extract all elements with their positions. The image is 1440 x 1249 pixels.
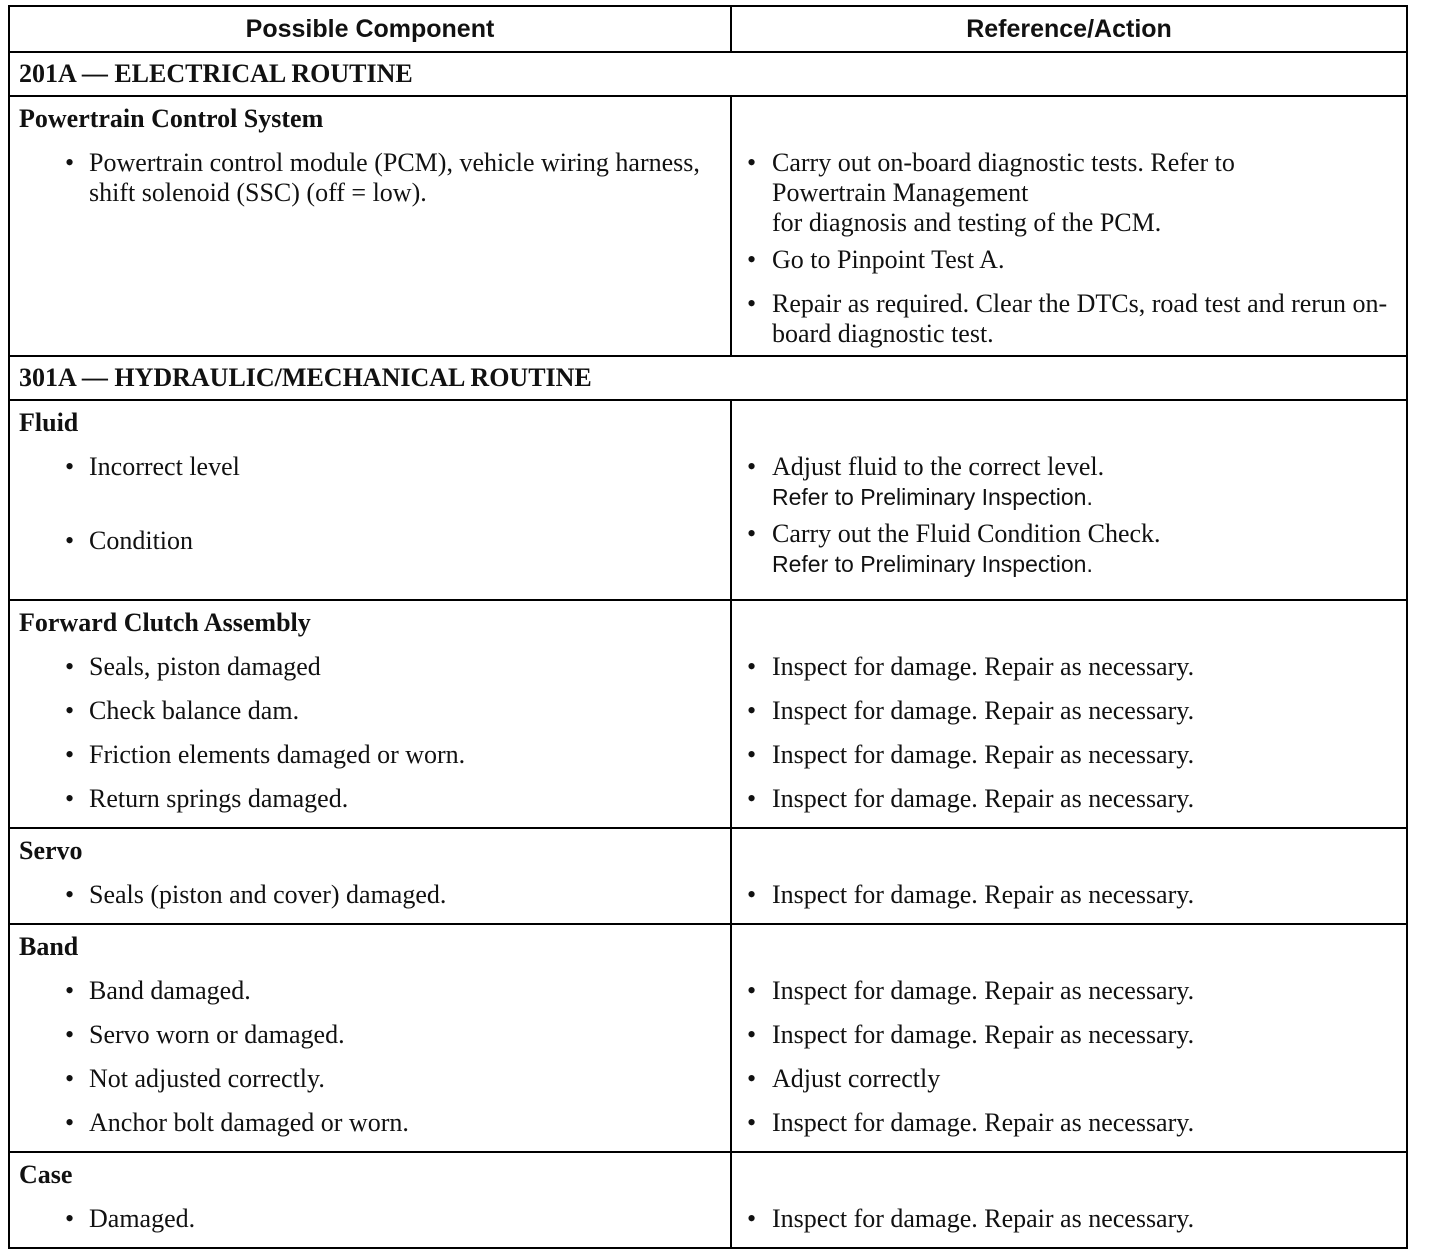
group-title: Band bbox=[19, 932, 79, 961]
action-cell bbox=[732, 829, 1406, 923]
table-body bbox=[10, 53, 1406, 1247]
action-line: Go to Pinpoint Test A. bbox=[772, 245, 1005, 274]
spacer bbox=[732, 925, 1406, 969]
bullet-icon: • bbox=[65, 652, 75, 681]
bullet-icon: • bbox=[65, 880, 75, 909]
section-title: 301A — HYDRAULIC/MECHANICAL ROUTINE bbox=[10, 357, 1406, 401]
spacer bbox=[732, 1153, 1406, 1197]
bullet-icon: • bbox=[65, 1204, 75, 1233]
bullet-icon: • bbox=[65, 526, 75, 555]
action-item bbox=[732, 1013, 1406, 1057]
group-title: Powertrain Control System bbox=[19, 104, 324, 133]
component-text: Incorrect level bbox=[89, 452, 240, 481]
group-title: Case bbox=[19, 1160, 73, 1189]
spacer bbox=[732, 401, 1406, 445]
action-item bbox=[732, 512, 1406, 579]
action-text bbox=[772, 1020, 1406, 1050]
component-text: Return springs damaged. bbox=[89, 784, 349, 813]
action-line: Inspect for damage. Repair as necessary. bbox=[772, 1108, 1195, 1137]
action-item bbox=[732, 1101, 1406, 1145]
action-text bbox=[772, 696, 1406, 726]
action-line: Inspect for damage. Repair as necessary. bbox=[772, 976, 1195, 1005]
action-item bbox=[732, 1197, 1406, 1241]
bullet-icon: • bbox=[747, 1020, 757, 1049]
component-item bbox=[10, 1013, 730, 1057]
action-text bbox=[772, 1064, 1406, 1094]
component-text: Seals, piston damaged bbox=[89, 652, 321, 681]
section-title: 201A — ELECTRICAL ROUTINE bbox=[10, 53, 1406, 97]
action-line: Inspect for damage. Repair as necessary. bbox=[772, 784, 1195, 813]
header-possible-component: Possible Component bbox=[10, 7, 732, 51]
bullet-icon: • bbox=[747, 245, 757, 274]
action-text bbox=[772, 784, 1406, 814]
header-reference-action: Reference/Action bbox=[966, 15, 1172, 43]
component-text: Seals (piston and cover) damaged. bbox=[89, 880, 447, 909]
component-item bbox=[10, 1057, 730, 1101]
action-line: Inspect for damage. Repair as necessary. bbox=[772, 880, 1195, 909]
action-cell bbox=[732, 97, 1406, 355]
action-line: Inspect for damage. Repair as necessary. bbox=[772, 1204, 1195, 1233]
component-item bbox=[10, 777, 730, 821]
bullet-icon: • bbox=[747, 148, 757, 177]
component-item bbox=[10, 733, 730, 777]
action-text bbox=[772, 289, 1406, 349]
action-item bbox=[732, 969, 1406, 1013]
action-item bbox=[732, 645, 1406, 689]
bullet-icon: • bbox=[65, 696, 75, 725]
bullet-icon: • bbox=[747, 1108, 757, 1137]
bullet-icon: • bbox=[747, 740, 757, 769]
table-row bbox=[10, 829, 1406, 925]
component-text: Check balance dam. bbox=[89, 696, 300, 725]
table-row bbox=[10, 1153, 1406, 1247]
action-text bbox=[772, 245, 1406, 275]
bullet-icon: • bbox=[65, 1020, 75, 1049]
bullet-icon: • bbox=[65, 148, 75, 177]
component-text: Not adjusted correctly. bbox=[89, 1064, 325, 1093]
bullet-icon: • bbox=[747, 1064, 757, 1093]
bullet-icon: • bbox=[65, 1064, 75, 1093]
action-reference: Refer to Preliminary Inspection. bbox=[772, 484, 1093, 510]
bullet-icon: • bbox=[65, 740, 75, 769]
action-text bbox=[772, 740, 1406, 770]
component-cell bbox=[10, 97, 732, 355]
component-item bbox=[10, 969, 730, 1013]
component-item bbox=[10, 445, 730, 519]
diagnostic-table bbox=[8, 5, 1408, 1249]
action-line: Inspect for damage. Repair as necessary. bbox=[772, 1020, 1195, 1049]
action-text bbox=[772, 452, 1406, 512]
component-item bbox=[10, 1197, 730, 1241]
component-text: Friction elements damaged or worn. bbox=[89, 740, 466, 769]
action-line: Carry out on-board diagnostic tests. Refer to bbox=[772, 148, 1235, 177]
bullet-icon: • bbox=[65, 784, 75, 813]
spacer bbox=[732, 601, 1406, 645]
action-reference-link: Powertrain Management bbox=[772, 178, 1029, 207]
action-cell bbox=[732, 601, 1406, 827]
component-item bbox=[10, 141, 730, 247]
bullet-icon: • bbox=[747, 452, 757, 481]
spacer bbox=[732, 97, 1406, 141]
component-cell bbox=[10, 601, 732, 827]
component-cell bbox=[10, 401, 732, 599]
action-line: Repair as required. Clear the DTCs, road test and rerun on-board diagnostic test. bbox=[772, 289, 1388, 348]
component-cell bbox=[10, 829, 732, 923]
action-item bbox=[732, 445, 1406, 512]
component-text: Condition bbox=[89, 526, 194, 555]
spacer bbox=[732, 829, 1406, 873]
action-line: Inspect for damage. Repair as necessary. bbox=[772, 652, 1195, 681]
action-text bbox=[772, 1108, 1406, 1138]
action-item bbox=[732, 873, 1406, 917]
action-text bbox=[772, 148, 1406, 238]
action-text bbox=[772, 1204, 1406, 1234]
bullet-icon: • bbox=[747, 1204, 757, 1233]
component-item bbox=[10, 689, 730, 733]
table-row bbox=[10, 401, 1406, 601]
action-item bbox=[732, 238, 1406, 282]
action-item bbox=[732, 141, 1406, 238]
component-text: Damaged. bbox=[89, 1204, 196, 1233]
action-reference: Refer to Preliminary Inspection. bbox=[772, 551, 1093, 577]
action-line: Carry out the Fluid Condition Check. bbox=[772, 519, 1161, 548]
action-line: Inspect for damage. Repair as necessary. bbox=[772, 740, 1195, 769]
action-text bbox=[772, 519, 1406, 579]
bullet-icon: • bbox=[65, 976, 75, 1005]
action-item bbox=[732, 282, 1406, 349]
group-title: Servo bbox=[19, 836, 83, 865]
component-text: Powertrain control module (PCM), vehicle wiring harness, shift solenoid (SSC) (off = low). bbox=[89, 148, 700, 207]
component-cell bbox=[10, 925, 732, 1151]
action-cell bbox=[732, 401, 1406, 599]
action-item bbox=[732, 777, 1406, 821]
component-item bbox=[10, 1101, 730, 1145]
action-line: for diagnosis and testing of the PCM. bbox=[772, 208, 1162, 237]
action-text bbox=[772, 880, 1406, 910]
action-cell bbox=[732, 925, 1406, 1151]
component-item bbox=[10, 873, 730, 917]
component-text: Servo worn or damaged. bbox=[89, 1020, 345, 1049]
action-text bbox=[772, 652, 1406, 682]
bullet-icon: • bbox=[65, 1108, 75, 1137]
bullet-icon: • bbox=[747, 289, 757, 318]
action-cell bbox=[732, 1153, 1406, 1247]
bullet-icon: • bbox=[747, 976, 757, 1005]
group-title: Fluid bbox=[19, 408, 79, 437]
component-text: Band damaged. bbox=[89, 976, 251, 1005]
bullet-icon: • bbox=[747, 519, 757, 548]
action-item bbox=[732, 689, 1406, 733]
action-text bbox=[772, 976, 1406, 1006]
bullet-icon: • bbox=[747, 880, 757, 909]
table-row bbox=[10, 601, 1406, 829]
component-text: Anchor bolt damaged or worn. bbox=[89, 1108, 409, 1137]
component-item bbox=[10, 645, 730, 689]
bullet-icon: • bbox=[747, 652, 757, 681]
component-item bbox=[10, 519, 730, 593]
bullet-icon: • bbox=[747, 696, 757, 725]
action-item bbox=[732, 733, 1406, 777]
table-header bbox=[10, 7, 1406, 53]
action-item bbox=[732, 1057, 1406, 1101]
bullet-icon: • bbox=[65, 452, 75, 481]
component-cell bbox=[10, 1153, 732, 1247]
table-row bbox=[10, 925, 1406, 1153]
bullet-icon: • bbox=[747, 784, 757, 813]
action-line: Inspect for damage. Repair as necessary. bbox=[772, 696, 1195, 725]
group-title: Forward Clutch Assembly bbox=[19, 608, 311, 637]
table-row bbox=[10, 97, 1406, 357]
action-line: Adjust fluid to the correct level. bbox=[772, 452, 1105, 481]
action-line: Adjust correctly bbox=[772, 1064, 941, 1093]
